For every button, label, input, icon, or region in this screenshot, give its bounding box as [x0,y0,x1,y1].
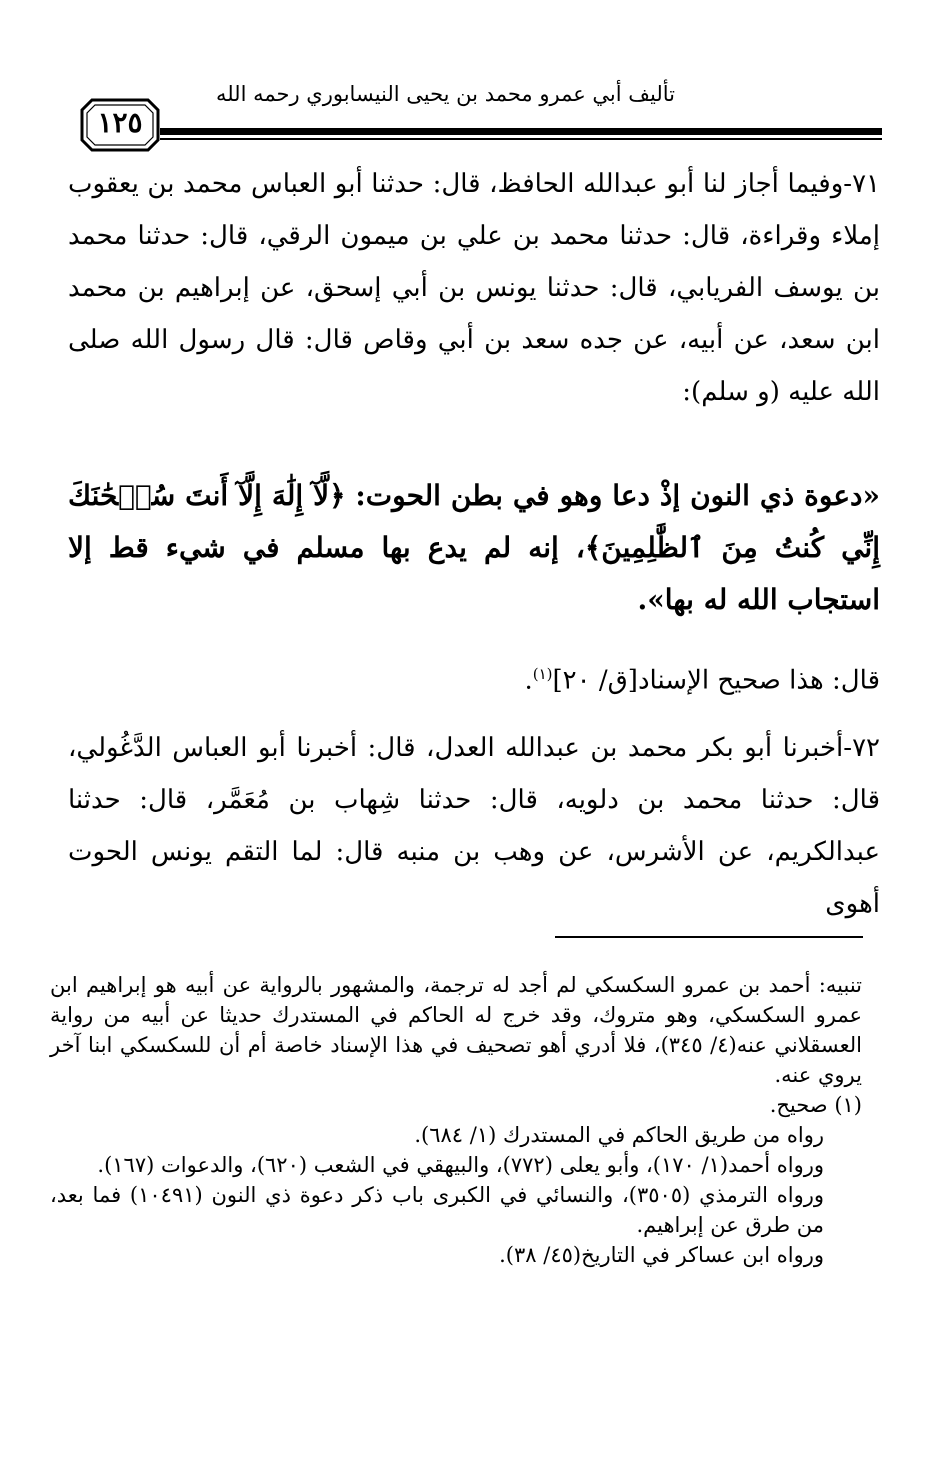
footnote-1-line: ورواه أحمد(١/ ١٧٠)، وأبو يعلى (٧٧٢)، والبيهقي في الشعب (٦٢٠)، والدعوات (١٦٧). [97,1153,824,1177]
running-title: تأليف أبي عمرو محمد بن يحيى النيسابوري رحمه الله [215,82,675,106]
hadith-72-text: ٧٢-أخبرنا أبو بكر محمد بن عبدالله العدل، قال: أخبرنا أبو العباس الدَّغُولي، قال: حدثنا محمد بن دلويه، قال: حدثنا شِهاب بن مُعَمَّر، قال: حدثنا عبدالكريم، عن الأشرس، عن وهب بن منبه قال: لما التقم يونس الحوت أهوى [68,733,880,919]
footnote-ref: (١) [532,665,553,683]
footnotes [50,970,862,1270]
grading-end: . [524,665,533,696]
header-rule [160,128,882,142]
hadith-71-text: ٧١-وفيما أجاز لنا أبو عبدالله الحافظ، قال: حدثنا أبو العباس محمد بن يعقوب إملاء وقراءة، قال: حدثنا محمد بن علي بن ميمون الرقي، قال: حدثنا محمد بن يوسف الفريابي، قال: حدثنا يونس بن أبي إسحق، عن إبراهيم بن محمد ابن سعد، عن أبيه، عن جده سعد بن أبي وقاص قال: قال رسول الله صلى الله عليه (و سلم): [68,169,880,407]
footnote-1-line: ورواه ابن عساكر في التاريخ(٤٥/ ٣٨). [499,1243,824,1267]
hadith-71-grading [68,648,880,707]
footnote-1-line: ورواه الترمذي (٣٥٠٥)، والنسائي في الكبرى باب ذكر دعوة ذي النون (١٠٤٩١) فما بعد، من طرق عن إبراهيم. [50,1183,824,1237]
footnote-1-head: (١) صحيح. [769,1093,862,1117]
page-number-frame [78,96,162,154]
footnote-separator [555,936,863,938]
footnote-note: تنبيه: أحمد بن عمرو السكسكي لم أجد له ترجمة، والمشهور بالرواية عن أبيه هو إبراهيم ابن عمرو السكسكي، وهو متروك، وقد خرج له الحاكم في المستدرك حديثا عن أبيه من رواية العسقلاني عنه(٤/ ٣٤٥)، فلا أدري أهو تصحيف في هذا الإسناد خاصة أم أن للسكسكي ابنا آخر يروي عنه. [50,973,862,1087]
footnote-1-line: رواه من طريق الحاكم في المستدرك (١/ ٦٨٤). [414,1123,824,1147]
hadith-71-quote: «دعوة ذي النون إذْ دعا وهو في بطن الحوت: ﴿لَّآ إِلَٰهَ إِلَّآ أَنتَ سُبۡحَٰنَكَ إِنِّي كُنتُ مِنَ ٱلظَّٰلِمِينَ﴾، إنه لم يدع بها مسلم في شيء قط إلا استجاب الله له بها». [68,479,880,616]
grading-text: قال: هذا صحيح الإسناد[ق/ ٢٠] [552,665,880,696]
page-number: ١٢٥ [97,106,143,139]
